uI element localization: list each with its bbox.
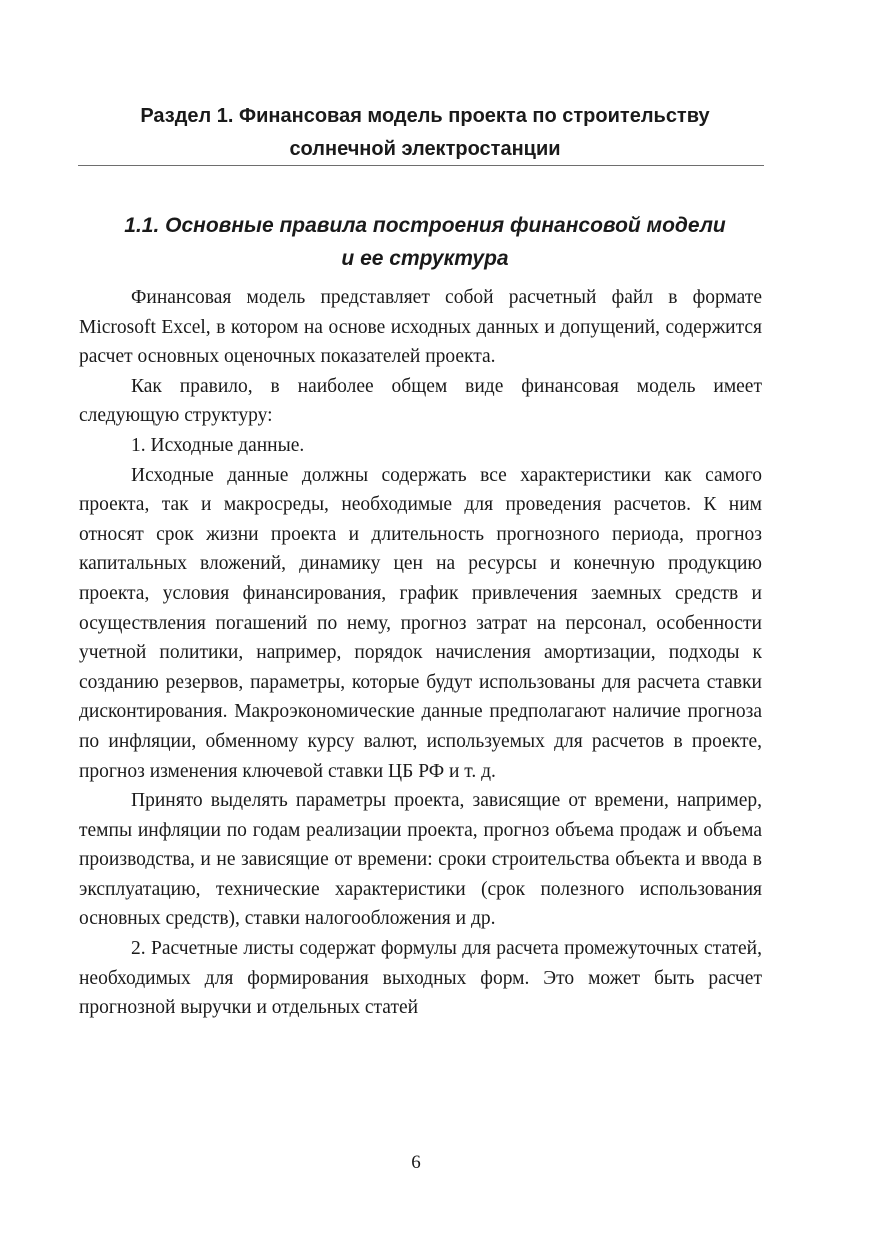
paragraph-calculation-sheets: 2. Расчетные листы содержат формулы для расчета промежуточных статей, необходимых для формирования выходных форм. Это может быть расчет прогнозной выручки и отдельных статей xyxy=(79,938,762,1019)
section-divider xyxy=(78,165,764,166)
paragraph-definition: Финансовая модель представляет собой расчетный файл в формате Microsoft Excel, в котором на основе исходных данных и допущений, содержится расчет основных оценочных показателей проекта. xyxy=(79,287,762,368)
list-item-initial-data: 1. Исходные данные. xyxy=(131,434,305,456)
paragraph-initial-data: Исходные данные должны содержать все характеристики как самого проекта, так и макросреды, необходимые для проведения расчетов. К ним относят срок жизни проекта и длительность прогнозного периода, прогноз капитальных вложений, динамику цен на ресурсы и конечную продукцию проекта, условия финансирования, график привлечения заемных средств и осуществления погашений по нему, прогноз затрат на персонал, особенности учетной политики, например, порядок начисления амортизации, подходы к созданию резервов, параметры, которые будут использованы для расчета ставки дисконтирования. Макроэкономические данные предполагают наличие прогноза по инфляции, обменному курсу валют, используемых для расчетов в проекте, прогноз изменения ключевой ставки ЦБ РФ и т. д. xyxy=(79,464,762,782)
paragraph-structure-intro: Как правило, в наиболее общем виде финансовая модель имеет следующую структуру: xyxy=(79,375,762,427)
page-number: 6 xyxy=(411,1152,421,1173)
section-heading-line-2: солнечной электростанции xyxy=(289,138,561,160)
subsection-heading-line-1: 1.1. Основные правила построения финансовой модели xyxy=(124,214,726,237)
paragraph-time-parameters: Принято выделять параметры проекта, зависящие от времени, например, темпы инфляции по годам реализации проекта, прогноз объема продаж и объема производства, и не зависящие от времени: сроки строительства объекта и ввода в эксплуатацию, технические характеристики (срок полезного использования основных средств), ставки налогообложения и др. xyxy=(79,790,762,930)
section-heading-line-1: Раздел 1. Финансовая модель проекта по строительству xyxy=(140,105,710,127)
section-heading xyxy=(80,100,770,166)
body-text xyxy=(79,283,762,1023)
subsection-heading-line-2: и ее структура xyxy=(341,247,509,270)
subsection-heading xyxy=(80,209,770,275)
